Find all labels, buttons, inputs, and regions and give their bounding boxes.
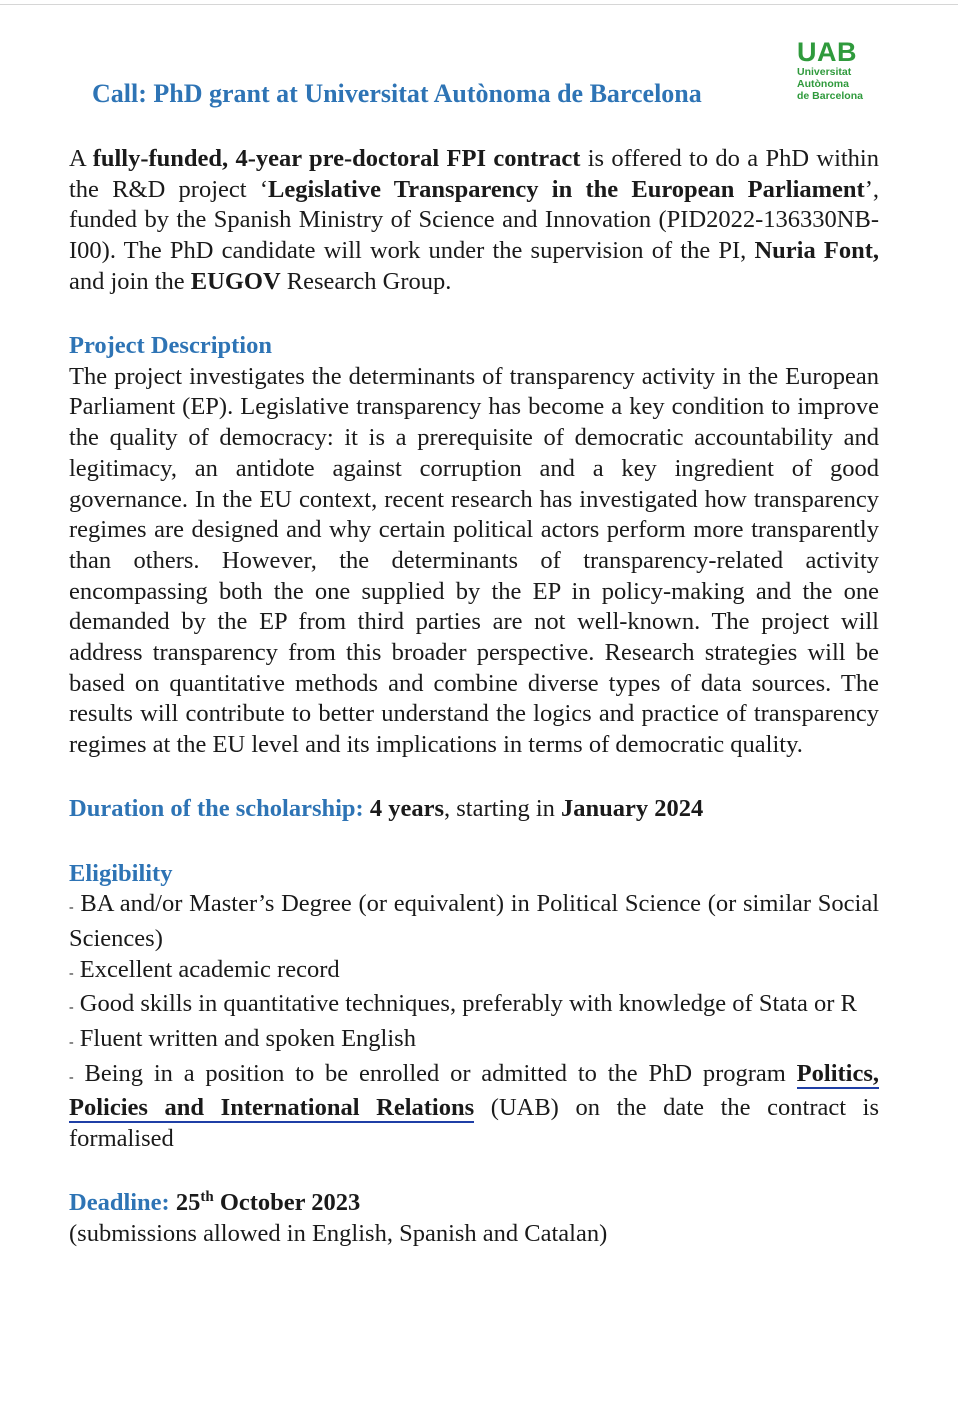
eligibility-item-text: Fluent written and spoken English: [79, 1025, 416, 1053]
spacer: [69, 1155, 879, 1189]
bullet-dash: -: [69, 1035, 74, 1051]
deadline-day: 25: [175, 1189, 201, 1217]
duration-line: [69, 794, 879, 825]
bullet-dash: -: [69, 900, 74, 916]
project-description-heading: Project Description: [69, 332, 272, 360]
spacer: [69, 825, 879, 859]
duration-mid-text: , starting in: [444, 795, 562, 823]
eligibility-item-text: (UAB) on the date the contract is formalised: [69, 1094, 880, 1153]
intro-text-5: Research Group.: [280, 267, 452, 295]
bullet-dash: -: [69, 1000, 74, 1016]
logo-line-3: de Barcelona: [797, 90, 863, 102]
eligibility-item: [69, 889, 879, 954]
logo-line-1: Universitat: [797, 66, 852, 78]
spacer: [69, 761, 879, 795]
spacer: [69, 298, 879, 332]
document-body: [69, 144, 879, 1250]
deadline-note: (submissions allowed in English, Spanish and Catalan): [69, 1220, 608, 1248]
eligibility-item-text: Good skills in quantitative techniques, preferably with knowledge of Stata or R: [79, 990, 857, 1018]
uab-logo: [797, 38, 897, 102]
intro-text-1: A: [69, 145, 93, 172]
page-title: Call: PhD grant at Universitat Autònoma de Barcelona: [92, 79, 702, 108]
eligibility-item: [69, 1059, 879, 1155]
intro-group-name: EUGOV: [190, 267, 281, 295]
duration-start-date: January 2024: [561, 795, 704, 823]
project-description-text: The project investigates the determinants of transparency activity in the European Parliament (EP). Legislative transparency has become a key condition to improve the quality of democracy: it is a prerequisite of democratic accountability and legitimacy, an antidote against corruption and a key ingredient of good governance. In the EU context, recent research has investigated how transparency regimes are designed and why certain political actors perform more transparently than others. However, the determinants of transparency-related activity encompassing both the one supplied by the EP in policy-making and the one demanded by the EP from third parties are not well-known. The project will address transparency from this broader perspective. Research strategies will be based on quantitative methods and combine diverse types of data sources. The results will contribute to better understand the logics and practice of transparency regimes at the EU level and its implications in terms of democratic quality.: [69, 362, 879, 759]
deadline-month-year: October 2023: [219, 1189, 361, 1217]
eligibility-item: [69, 955, 879, 990]
bullet-dash: -: [69, 965, 74, 981]
eligibility-item-text: BA and/or Master’s Degree (or equivalent) in Political Science (or similar Social Sciences): [69, 890, 880, 952]
eligibility-item-text: Being in a position to be enrolled or admitted to the PhD program: [84, 1059, 786, 1087]
eligibility-item-text: Excellent academic record: [79, 955, 340, 983]
intro-text-4: and join the: [69, 267, 191, 295]
duration-label: Duration of the scholarship:: [69, 795, 364, 823]
phd-program-link[interactable]: Politics, Policies and International Relations: [69, 1059, 880, 1122]
deadline-date: [176, 1189, 360, 1216]
deadline-label: Deadline:: [69, 1189, 170, 1217]
intro-contract-type: fully-funded, 4-year pre-doctoral FPI contract: [92, 145, 581, 172]
intro-paragraph: [69, 144, 879, 298]
eligibility-item: [69, 989, 879, 1024]
duration-years: 4 years: [369, 795, 444, 823]
intro-pi-name: Nuria Font,: [754, 237, 879, 265]
intro-project-name: Legislative Transparency in the European Parliament: [268, 175, 865, 203]
logo-line-2: Autònoma: [797, 78, 849, 90]
logo-mark: UAB: [797, 37, 857, 67]
bullet-dash: -: [69, 1069, 74, 1085]
top-divider: [0, 4, 958, 5]
eligibility-item: [69, 1024, 879, 1059]
eligibility-heading: Eligibility: [69, 859, 173, 887]
intro-text-2: is offered to do a PhD within the R&D project ‘: [69, 145, 879, 203]
deadline-day-suffix: th: [200, 1189, 214, 1206]
intro-text-3: ’, funded by the Spanish Ministry of Science and Innovation (PID2022-136330NB-I00). The PhD candidate will work under the supervision of the PI,: [69, 175, 880, 265]
deadline-line: [69, 1188, 879, 1219]
